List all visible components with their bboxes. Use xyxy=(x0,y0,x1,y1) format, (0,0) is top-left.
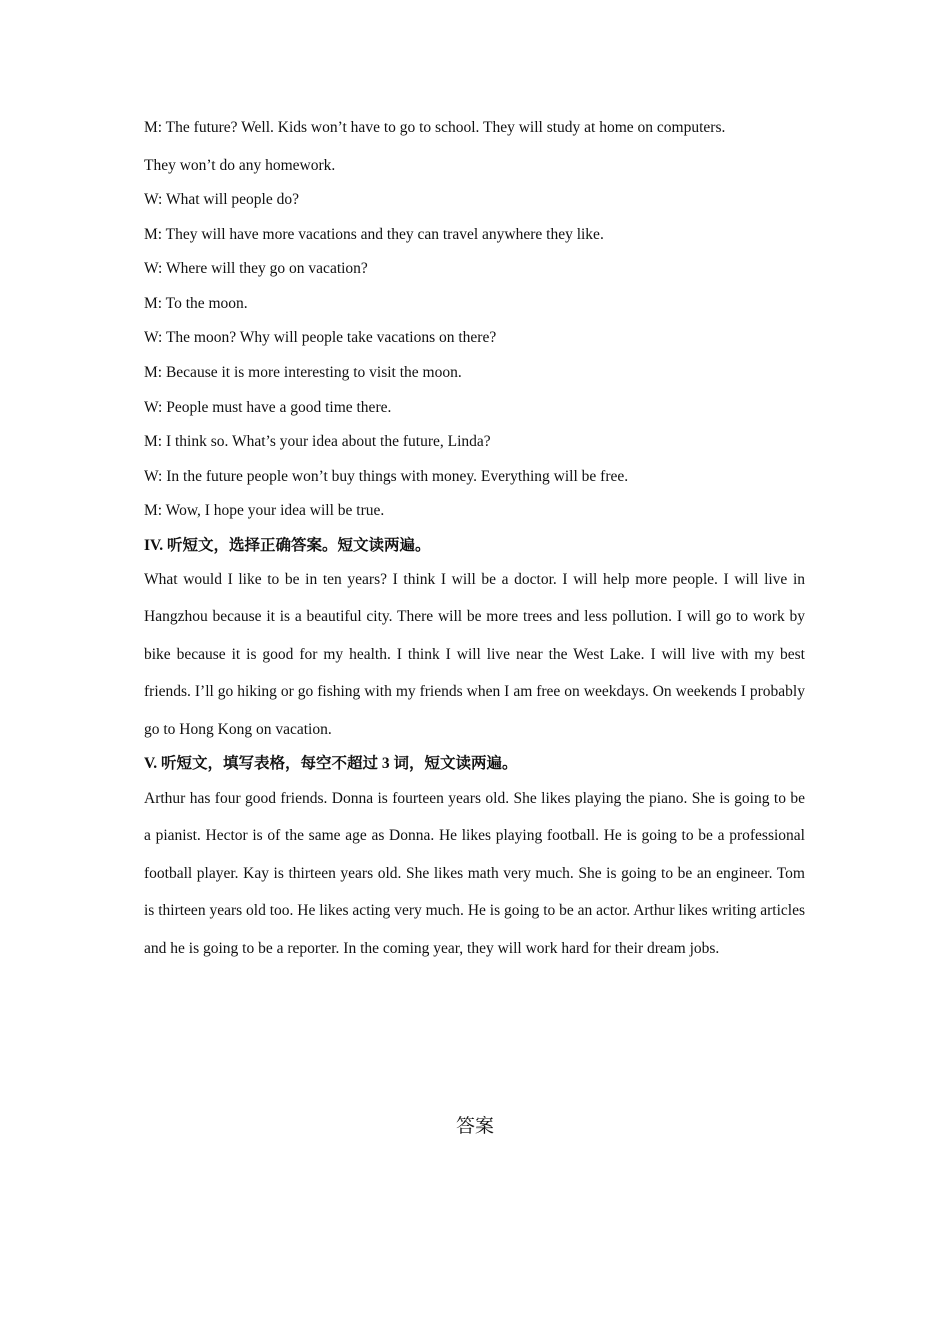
dialogue-line: W: What will people do? xyxy=(144,191,299,208)
dialogue-line: M: The future? Well. Kids won’t have to go to school. They will study at home on computers. xyxy=(144,119,726,136)
section-iv-passage: What would I like to be in ten years? I think I will be a doctor. I will help more people. I will live in Hangzhou because it is a beautiful city. There will be more trees and less pollution. I will go to work by bike because it is good for my health. I think I will live near the West Lake. I will live with my best friends. I’ll go hiking or go fishing with my friends when I am free on weekdays. On weekends I probably go to Hong Kong on vacation. xyxy=(144,571,805,738)
dialogue-line: M: They will have more vacations and they can travel anywhere they like. xyxy=(144,226,604,243)
dialogue-line: M: Because it is more interesting to visit the moon. xyxy=(144,364,462,381)
dialogue-line: M: To the moon. xyxy=(144,295,248,312)
dialogue-line: W: In the future people won’t buy things with money. Everything will be free. xyxy=(144,468,629,485)
section-v-passage: Arthur has four good friends. Donna is fourteen years old. She likes playing the piano. She is going to be a pianist. Hector is of the same age as Donna. He likes playing football. He is going to be a professional football player. Kay is thirteen years old. She likes math very much. She is going to be an engineer. Tom is thirteen years old too. He likes acting very much. He is going to be an actor. Arthur likes writing articles and he is going to be a reporter. In the coming year, they will work hard for their dream jobs. xyxy=(144,790,805,957)
dialogue-line: M: Wow, I hope your idea will be true. xyxy=(144,502,385,519)
section-v-heading: V. 听短文，填写表格，每空不超过 3 词，短文读两遍。 xyxy=(144,755,518,772)
dialogue-line: W: The moon? Why will people take vacations on there? xyxy=(144,329,497,346)
section-iv-heading: IV. 听短文，选择正确答案。短文读两遍。 xyxy=(144,537,431,554)
answer-title: 答案 xyxy=(455,1115,494,1137)
dialogue-line: W: Where will they go on vacation? xyxy=(144,260,368,277)
dialogue-line: W: People must have a good time there. xyxy=(144,399,392,416)
dialogue-line: They won’t do any homework. xyxy=(144,157,336,174)
dialogue-line: M: I think so. What’s your idea about the future, Linda? xyxy=(144,433,491,450)
